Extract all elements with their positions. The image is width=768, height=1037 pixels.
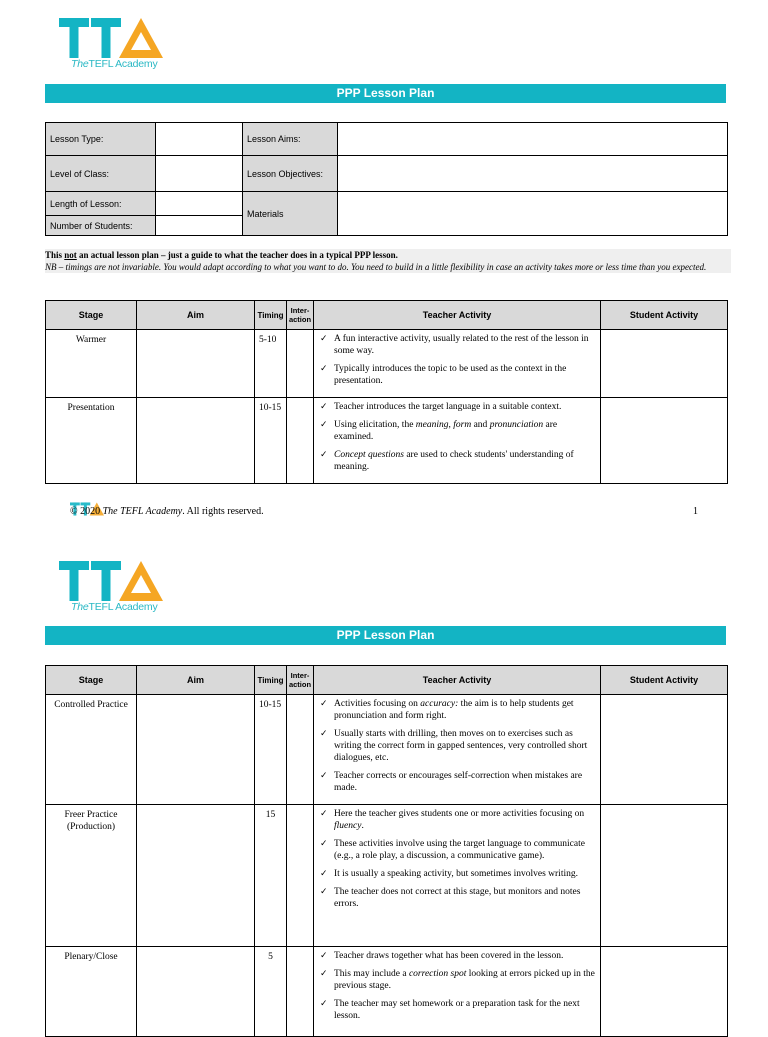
page-title-banner-2: PPP Lesson Plan [45,626,726,645]
logo-subtitle: TheTEFL Academy [71,58,158,70]
tta-logo-page-2 [59,561,163,617]
tta-logo-mark [59,18,163,58]
student-activity-cell[interactable] [601,695,728,805]
stage-cell: Controlled Practice [46,695,137,805]
activity-item: ✓ Usually starts with drilling, then moves on to exercises such as writing the correct form in gapped sentences, very controlled short dialogues, etc. [318,728,596,764]
teacher-activity-cell [314,947,601,1037]
activity-item: ✓ Teacher introduces the target language in a suitable context. [318,401,596,413]
aim-cell[interactable] [137,398,255,484]
length-value[interactable] [156,192,243,216]
note-line-2: NB – timings are not invariable. You would adapt according to what you want to do. You need to build in a little flexibility in case an activity takes more or less time than you expected. [45,262,707,272]
activity-item: ✓ Concept questions are used to check students' understanding of meaning. [318,449,596,473]
activity-item: ✓ It is usually a speaking activity, but sometimes involves writing. [318,868,596,880]
logo-subtitle: TheTEFL Academy [71,601,158,613]
lesson-type-value[interactable] [156,123,243,156]
activity-item: ✓ This may include a correction spot looking at errors picked up in the previous stage. [318,968,596,992]
activity-item: ✓ Activities focusing on accuracy: the aim is to help students get pronunciation and form right. [318,698,596,722]
activity-item: ✓ The teacher does not correct at this stage, but monitors and notes errors. [318,886,596,910]
stage-cell: Freer Practice (Production) [46,805,137,947]
stage-cell: Warmer [46,330,137,398]
page-title-banner: PPP Lesson Plan [45,84,726,103]
activity-item: ✓ Teacher corrects or encourages self-correction when mistakes are made. [318,770,596,794]
header-timing: Timing [255,666,287,695]
lesson-plan-table-page-2 [45,665,728,1037]
timing-cell: 5 [255,947,287,1037]
lesson-plan-table-page-1 [45,300,728,484]
page-number: 1 [693,506,698,517]
timing-cell: 15 [255,805,287,947]
interaction-cell[interactable] [287,805,314,947]
timing-cell: 10-15 [255,398,287,484]
teacher-activity-cell [314,805,601,947]
page-footer [70,506,698,517]
copyright-text: © 2020 The TEFL Academy. All rights reserved. [70,506,264,517]
aim-cell[interactable] [137,330,255,398]
header-interaction: Inter- action [287,301,314,330]
header-student-activity: Student Activity [601,666,728,695]
lesson-type-label: Lesson Type: [46,123,156,156]
teacher-activity-cell [314,330,601,398]
length-label: Length of Lesson: [46,192,156,216]
stage-cell: Plenary/Close [46,947,137,1037]
teacher-activity-cell [314,695,601,805]
header-stage: Stage [46,666,137,695]
aim-cell[interactable] [137,805,255,947]
aim-cell[interactable] [137,947,255,1037]
stage-cell: Presentation [46,398,137,484]
header-teacher-activity: Teacher Activity [314,666,601,695]
header-teacher-activity: Teacher Activity [314,301,601,330]
lesson-objectives-label: Lesson Objectives: [243,156,338,192]
interaction-cell[interactable] [287,695,314,805]
students-label: Number of Students: [46,216,156,236]
tta-logo [59,18,163,74]
activity-item: ✓ Teacher draws together what has been covered in the lesson. [318,950,596,962]
student-activity-cell[interactable] [601,805,728,947]
header-aim: Aim [137,666,255,695]
lesson-info-table [45,122,728,236]
materials-label: Materials [243,192,338,236]
level-value[interactable] [156,156,243,192]
header-student-activity: Student Activity [601,301,728,330]
activity-item: ✓ A fun interactive activity, usually related to the rest of the lesson in some way. [318,333,596,357]
teacher-activity-cell [314,398,601,484]
timing-cell: 5-10 [255,330,287,398]
guide-note [45,249,731,273]
header-interaction: Inter- action [287,666,314,695]
note-line-1: This not an actual lesson plan – just a guide to what the teacher does in a typical PPP lesson. [45,250,398,260]
header-timing: Timing [255,301,287,330]
student-activity-cell[interactable] [601,330,728,398]
student-activity-cell[interactable] [601,947,728,1037]
lesson-objectives-value[interactable] [338,156,728,192]
timing-cell: 10-15 [255,695,287,805]
lesson-aims-value[interactable] [338,123,728,156]
lesson-aims-label: Lesson Aims: [243,123,338,156]
activity-item: ✓ Here the teacher gives students one or more activities focusing on fluency. [318,808,596,832]
interaction-cell[interactable] [287,330,314,398]
interaction-cell[interactable] [287,398,314,484]
level-label: Level of Class: [46,156,156,192]
student-activity-cell[interactable] [601,398,728,484]
materials-value[interactable] [338,192,728,236]
aim-cell[interactable] [137,695,255,805]
tta-logo-mark [59,561,163,601]
interaction-cell[interactable] [287,947,314,1037]
header-stage: Stage [46,301,137,330]
activity-item: ✓ The teacher may set homework or a preparation task for the next lesson. [318,998,596,1022]
activity-item: ✓ Typically introduces the topic to be used as the context in the presentation. [318,363,596,387]
activity-item: ✓ Using elicitation, the meaning, form and pronunciation are examined. [318,419,596,443]
students-value[interactable] [156,216,243,236]
header-aim: Aim [137,301,255,330]
activity-item: ✓ These activities involve using the target language to communicate (e.g., a role play, a discussion, a communicative game). [318,838,596,862]
